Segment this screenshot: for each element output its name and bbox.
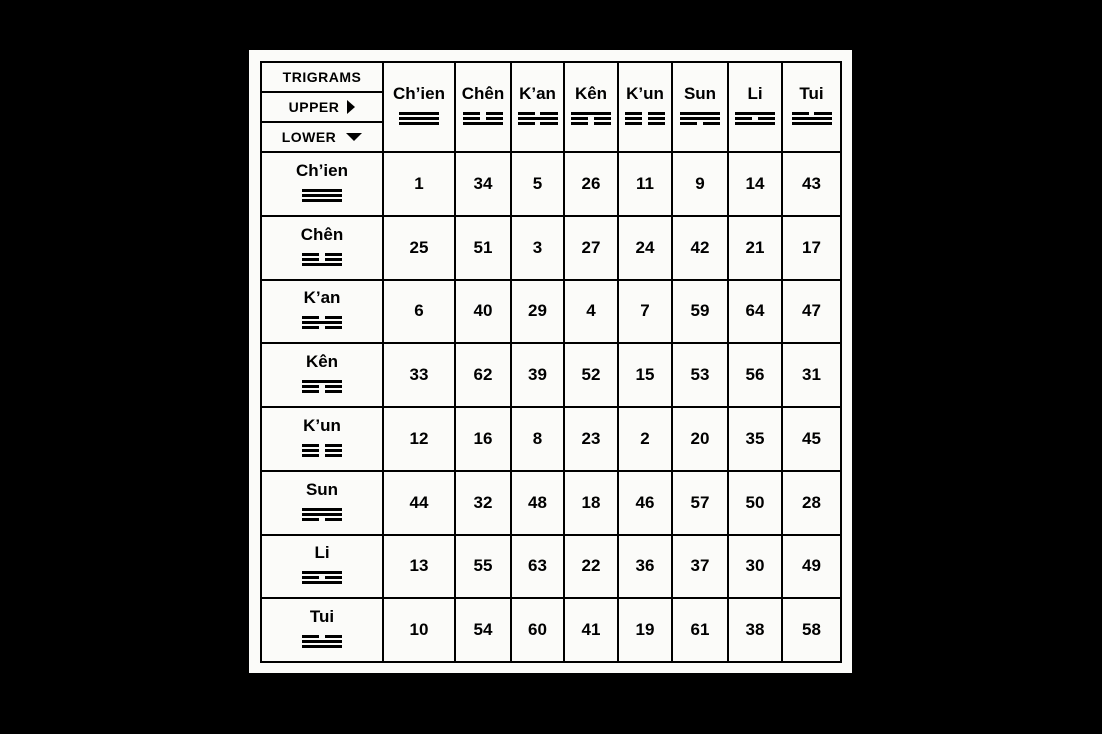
line-segment [302, 380, 342, 383]
hexagram-number-cell: 15 [618, 343, 672, 407]
table-row [261, 216, 841, 280]
broken-line [302, 385, 342, 388]
solid-line [302, 189, 342, 192]
line-segment [625, 122, 642, 125]
line-segment [325, 258, 342, 261]
hexagram-number-cell: 45 [782, 407, 841, 471]
hexagram-number-cell: 50 [728, 471, 782, 535]
broken-line [625, 117, 665, 120]
line-segment [792, 117, 832, 120]
hexagram-number-cell: 24 [618, 216, 672, 280]
arrow-right-icon [347, 100, 355, 114]
line-segment [302, 385, 319, 388]
hexagram-number-cell: 29 [511, 280, 564, 344]
hexagram-number-cell: 60 [511, 598, 564, 662]
line-segment [680, 117, 720, 120]
hexagram-number-cell: 44 [383, 471, 455, 535]
solid-line [302, 513, 342, 516]
hexagram-number-cell: 8 [511, 407, 564, 471]
row-header-5: Sun [261, 471, 383, 535]
line-segment [302, 449, 319, 452]
line-segment [463, 117, 480, 120]
line-segment [486, 117, 503, 120]
hexagram-number-cell: 59 [672, 280, 728, 344]
line-segment [302, 513, 342, 516]
line-segment [648, 122, 665, 125]
line-segment [302, 576, 319, 579]
line-segment [625, 117, 642, 120]
hexagram-number-cell: 25 [383, 216, 455, 280]
hexagram-number-cell: 13 [383, 535, 455, 599]
hexagram-chart-sheet [249, 50, 852, 673]
line-segment [518, 122, 535, 125]
line-segment [571, 112, 611, 115]
line-segment [463, 122, 503, 125]
hexagram-number-cell: 22 [564, 535, 618, 599]
broken-line [463, 117, 503, 120]
hexagram-number-cell: 52 [564, 343, 618, 407]
row-header-0: Ch’ien [261, 152, 383, 216]
row-header-7: Tui [261, 598, 383, 662]
line-segment [325, 385, 342, 388]
hexagram-number-cell: 2 [618, 407, 672, 471]
hexagram-number-cell: 6 [383, 280, 455, 344]
line-segment [399, 122, 439, 125]
trigram-icon [302, 569, 342, 586]
broken-line [302, 518, 342, 521]
line-segment [518, 117, 558, 120]
table-row [261, 598, 841, 662]
col-header-6: Li [728, 62, 782, 152]
hexagram-number-cell: 14 [728, 152, 782, 216]
line-segment [302, 640, 342, 643]
col-header-0: Ch’ien [383, 62, 455, 152]
hexagram-number-cell: 32 [455, 471, 511, 535]
line-segment [302, 645, 342, 648]
line-segment [518, 112, 535, 115]
line-segment [648, 117, 665, 120]
line-segment [325, 518, 342, 521]
hexagram-number-cell: 31 [782, 343, 841, 407]
solid-line [302, 581, 342, 584]
hexagram-number-cell: 41 [564, 598, 618, 662]
broken-line [571, 117, 611, 120]
line-segment [625, 112, 642, 115]
hexagram-number-cell: 21 [728, 216, 782, 280]
row-header-4: K’un [261, 407, 383, 471]
col-header-4: K’un [618, 62, 672, 152]
line-segment [463, 112, 480, 115]
hexagram-number-cell: 11 [618, 152, 672, 216]
line-segment [325, 316, 342, 319]
solid-line [571, 112, 611, 115]
trigram-icon [302, 378, 342, 395]
solid-line [302, 380, 342, 383]
table-row [261, 407, 841, 471]
col-header-1: Chên [455, 62, 511, 152]
solid-line [302, 194, 342, 197]
col-header-2: K’an [511, 62, 564, 152]
line-segment [680, 112, 720, 115]
line-segment [594, 122, 611, 125]
broken-line [302, 576, 342, 579]
line-segment [735, 122, 775, 125]
broken-line [518, 122, 558, 125]
broken-line [302, 449, 342, 452]
hexagram-number-cell: 40 [455, 280, 511, 344]
lower-label: LOWER [262, 121, 382, 151]
hexagram-number-cell: 33 [383, 343, 455, 407]
line-segment [792, 112, 809, 115]
trigram-icon [792, 110, 832, 127]
line-segment [325, 326, 342, 329]
solid-line [792, 117, 832, 120]
hexagram-number-cell: 16 [455, 407, 511, 471]
line-segment [302, 316, 319, 319]
col-header-7: Tui [782, 62, 841, 152]
upper-label: UPPER [262, 91, 382, 121]
line-segment [302, 508, 342, 511]
broken-line [735, 117, 775, 120]
hexagram-number-cell: 19 [618, 598, 672, 662]
line-segment [325, 444, 342, 447]
line-segment [302, 199, 342, 202]
line-segment [325, 449, 342, 452]
hexagram-number-cell: 64 [728, 280, 782, 344]
hexagram-number-cell: 38 [728, 598, 782, 662]
line-segment [399, 112, 439, 115]
trigram-icon [302, 314, 342, 331]
broken-line [625, 112, 665, 115]
broken-line [680, 122, 720, 125]
broken-line [518, 112, 558, 115]
solid-line [680, 112, 720, 115]
hexagram-number-cell: 56 [728, 343, 782, 407]
trigram-icon [302, 251, 342, 268]
broken-line [302, 326, 342, 329]
broken-line [625, 122, 665, 125]
table-row [261, 535, 841, 599]
broken-line [463, 112, 503, 115]
line-segment [792, 122, 832, 125]
row-header-6: Li [261, 535, 383, 599]
line-segment [325, 454, 342, 457]
line-segment [735, 112, 775, 115]
broken-line [302, 390, 342, 393]
solid-line [399, 112, 439, 115]
hexagram-number-cell: 47 [782, 280, 841, 344]
broken-line [302, 444, 342, 447]
line-segment [325, 253, 342, 256]
col-header-3: Kên [564, 62, 618, 152]
line-segment [399, 117, 439, 120]
table-row [261, 343, 841, 407]
solid-line [302, 263, 342, 266]
broken-line [302, 258, 342, 261]
solid-line [302, 321, 342, 324]
hexagram-number-cell: 3 [511, 216, 564, 280]
line-segment [325, 635, 342, 638]
hexagram-number-cell: 20 [672, 407, 728, 471]
hexagram-number-cell: 34 [455, 152, 511, 216]
hexagram-number-cell: 48 [511, 471, 564, 535]
trigram-icon [625, 110, 665, 127]
line-segment [735, 117, 752, 120]
trigram-icon [302, 187, 342, 204]
hexagram-number-cell: 30 [728, 535, 782, 599]
row-header-1: Chên [261, 216, 383, 280]
hexagram-number-cell: 62 [455, 343, 511, 407]
line-segment [302, 253, 319, 256]
hexagram-number-cell: 39 [511, 343, 564, 407]
broken-line [302, 454, 342, 457]
line-segment [540, 122, 557, 125]
hexagram-number-cell: 49 [782, 535, 841, 599]
trigram-icon [518, 110, 558, 127]
solid-line [302, 199, 342, 202]
line-segment [571, 117, 588, 120]
trigram-icon [399, 110, 439, 127]
trigram-icon [302, 442, 342, 459]
line-segment [594, 117, 611, 120]
solid-line [735, 112, 775, 115]
hexagram-number-cell: 54 [455, 598, 511, 662]
line-segment [814, 112, 831, 115]
line-segment [302, 194, 342, 197]
hexagram-number-cell: 58 [782, 598, 841, 662]
trigram-icon [302, 506, 342, 523]
row-header-2: K’an [261, 280, 383, 344]
hexagram-number-cell: 37 [672, 535, 728, 599]
line-segment [302, 571, 342, 574]
table-row [261, 280, 841, 344]
solid-line [463, 122, 503, 125]
line-segment [758, 117, 775, 120]
solid-line [735, 122, 775, 125]
broken-line [571, 122, 611, 125]
trigrams-label: TRIGRAMS [282, 69, 362, 85]
hexagram-number-cell: 27 [564, 216, 618, 280]
line-segment [302, 263, 342, 266]
line-segment [302, 444, 319, 447]
line-segment [302, 321, 342, 324]
solid-line [680, 117, 720, 120]
line-segment [302, 390, 319, 393]
solid-line [302, 571, 342, 574]
table-row [261, 471, 841, 535]
line-segment [648, 112, 665, 115]
line-segment [302, 258, 319, 261]
line-segment [302, 581, 342, 584]
line-segment [325, 576, 342, 579]
header-row [261, 62, 841, 152]
line-segment [302, 635, 319, 638]
line-segment [302, 454, 319, 457]
solid-line [792, 122, 832, 125]
broken-line [302, 253, 342, 256]
line-segment [680, 122, 697, 125]
solid-line [302, 645, 342, 648]
hexagram-number-cell: 4 [564, 280, 618, 344]
hexagram-number-cell: 36 [618, 535, 672, 599]
hexagram-number-cell: 26 [564, 152, 618, 216]
hexagram-number-cell: 57 [672, 471, 728, 535]
line-segment [486, 112, 503, 115]
hexagram-number-cell: 51 [455, 216, 511, 280]
hexagram-number-cell: 28 [782, 471, 841, 535]
legend-cell [261, 62, 383, 152]
hexagram-lookup-table [260, 61, 842, 663]
broken-line [792, 112, 832, 115]
row-header-3: Kên [261, 343, 383, 407]
line-segment [571, 122, 588, 125]
hexagram-number-cell: 43 [782, 152, 841, 216]
trigram-icon [735, 110, 775, 127]
solid-line [399, 122, 439, 125]
hexagram-number-cell: 12 [383, 407, 455, 471]
solid-line [399, 117, 439, 120]
solid-line [302, 508, 342, 511]
hexagram-number-cell: 17 [782, 216, 841, 280]
broken-line [302, 316, 342, 319]
solid-line [518, 117, 558, 120]
hexagram-number-cell: 5 [511, 152, 564, 216]
hexagram-number-cell: 35 [728, 407, 782, 471]
col-header-5: Sun [672, 62, 728, 152]
trigram-icon [463, 110, 503, 127]
hexagram-number-cell: 46 [618, 471, 672, 535]
trigram-icon [302, 633, 342, 650]
table-row [261, 152, 841, 216]
line-segment [302, 189, 342, 192]
hexagram-number-cell: 53 [672, 343, 728, 407]
line-segment [302, 326, 319, 329]
arrow-down-icon [346, 133, 362, 141]
line-segment [540, 112, 557, 115]
hexagram-number-cell: 55 [455, 535, 511, 599]
solid-line [302, 640, 342, 643]
line-segment [325, 390, 342, 393]
hexagram-number-cell: 61 [672, 598, 728, 662]
hexagram-number-cell: 42 [672, 216, 728, 280]
hexagram-number-cell: 10 [383, 598, 455, 662]
trigram-icon [571, 110, 611, 127]
hexagram-number-cell: 9 [672, 152, 728, 216]
line-segment [703, 122, 720, 125]
hexagram-number-cell: 63 [511, 535, 564, 599]
hexagram-number-cell: 1 [383, 152, 455, 216]
trigram-icon [680, 110, 720, 127]
broken-line [302, 635, 342, 638]
line-segment [302, 518, 319, 521]
hexagram-number-cell: 7 [618, 280, 672, 344]
hexagram-number-cell: 18 [564, 471, 618, 535]
hexagram-number-cell: 23 [564, 407, 618, 471]
